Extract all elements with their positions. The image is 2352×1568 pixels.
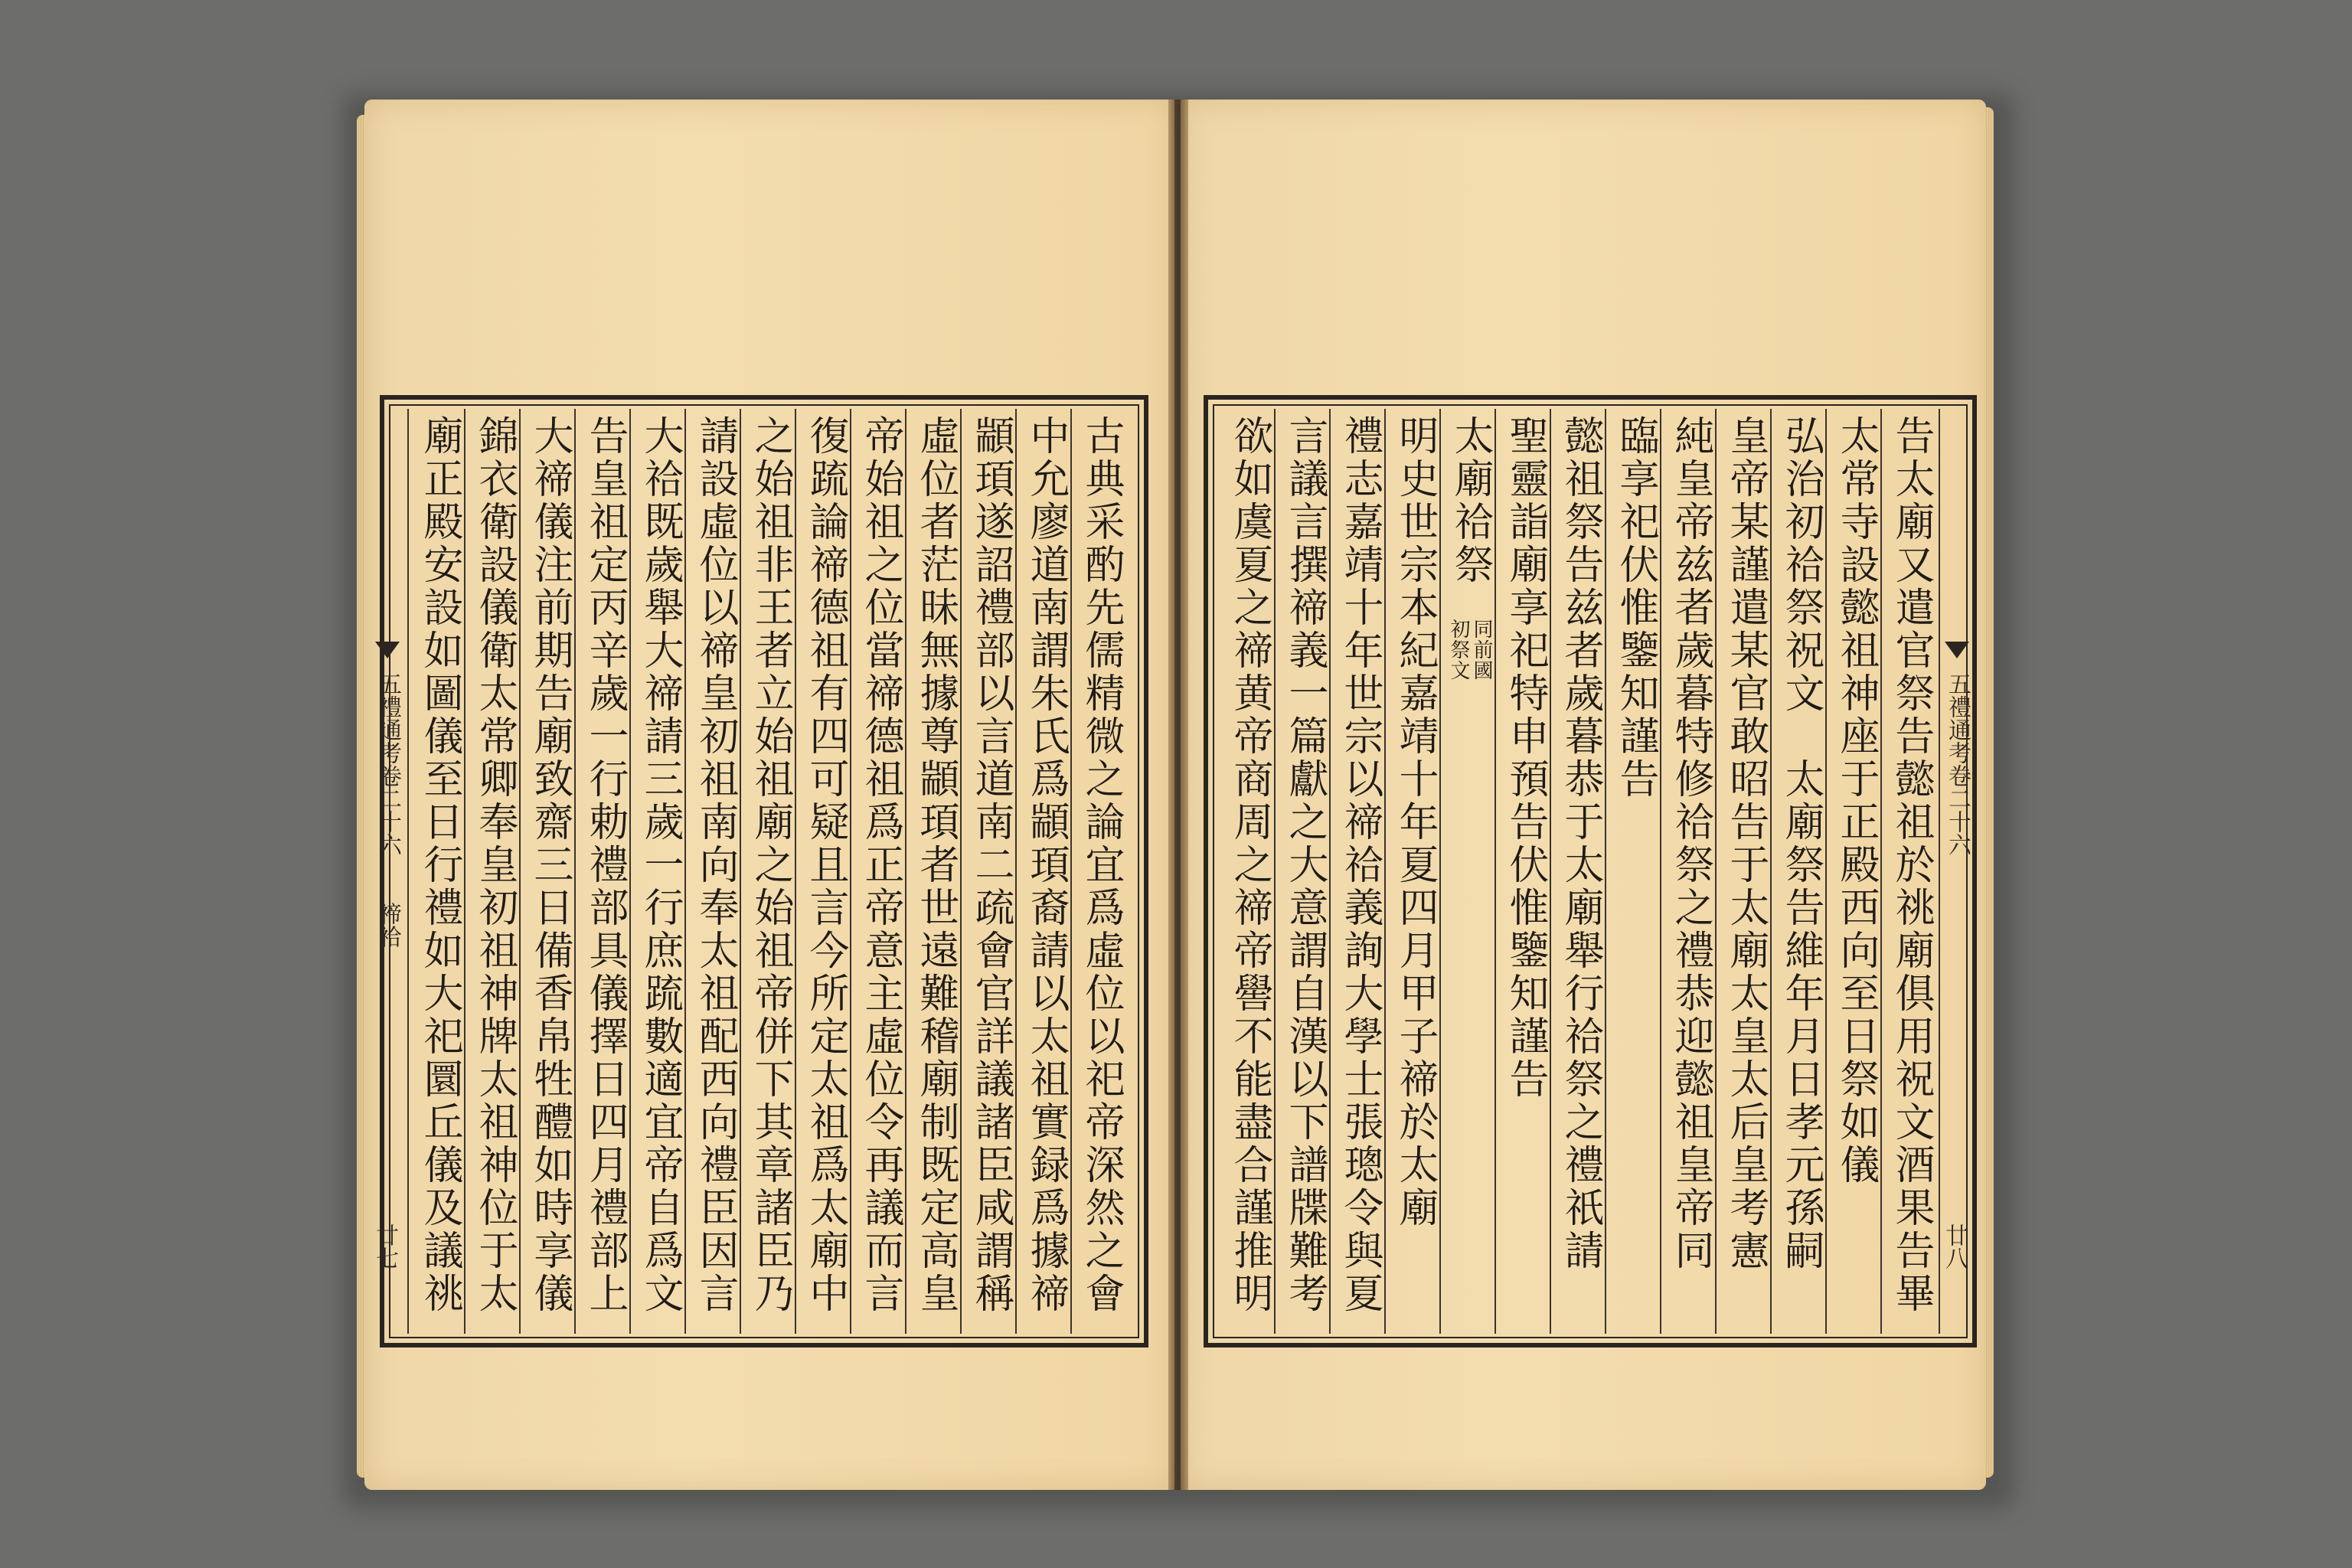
right-column-2: 太常寺設懿祖神座于正殿西向至日祭如儀: [1833, 415, 1879, 1187]
left-column-13: 廟正殿安設如圖儀至日行禮如大祀圜丘儀及議祧: [416, 415, 462, 1315]
fish-tail-mark: [1945, 642, 1969, 658]
column-rule: [574, 409, 576, 1334]
margin-title: 五禮通考卷二十六: [1944, 672, 1971, 856]
column-rule: [795, 409, 796, 1334]
right-column-9-note-a: 同前國: [1470, 619, 1493, 681]
column-rule: [1550, 409, 1551, 1334]
column-rule: [1274, 409, 1276, 1334]
left-column-11: 大禘儀注前期告廟致齋三日備香帛牲醴如時享儀: [527, 415, 573, 1315]
column-rule: [1880, 409, 1882, 1334]
left-column-1: 古典采酌先儒精微之論宜爲虛位以祀帝深然之會: [1078, 415, 1124, 1315]
right-column-9-note-b: 初祭文: [1447, 619, 1470, 681]
column-rule: [1660, 409, 1661, 1334]
column-rule: [407, 409, 409, 1334]
column-rule: [1605, 409, 1606, 1334]
left-column-8: 請設虛位以禘皇初祖南向奉太祖配西向禮臣因言: [692, 415, 738, 1315]
right-column-10: 明史世宗本紀嘉靖十年夏四月甲子禘於太廟: [1392, 415, 1438, 1230]
right-column-1: 告太廟又遣官祭告懿祖於祧廟俱用祝文酒果告畢: [1888, 415, 1934, 1315]
column-rule: [519, 409, 521, 1334]
column-rule: [1384, 409, 1386, 1334]
column-rule: [850, 409, 851, 1334]
column-rule: [1329, 409, 1331, 1334]
left-margin-label: [372, 412, 403, 1340]
column-rule: [629, 409, 631, 1334]
right-column-13: 欲如虞夏之禘黄帝商周之禘帝嚳不能盡合謹推明: [1227, 415, 1272, 1315]
right-column-4: 皇帝某謹遣某官敢昭告于太廟太皇太后皇考憲: [1723, 415, 1769, 1272]
left-text-frame: [371, 395, 1148, 1348]
left-column-6: 復䟽論禘德祖有四可疑且言今所定太祖爲太廟中: [802, 415, 848, 1315]
column-rule: [1939, 409, 1940, 1334]
left-column-12: 錦衣衛設儀衛太常卿奉皇初祖神牌太祖神位于太: [472, 415, 518, 1315]
column-rule: [684, 409, 686, 1334]
column-rule: [1715, 409, 1717, 1334]
right-column-7: 懿祖祭告兹者歲暮恭于太廟舉行祫祭之禮祇請: [1557, 415, 1603, 1272]
right-column-3: 弘治初祫祭祝文 太廟祭告維年月日孝元孫嗣: [1778, 415, 1824, 1272]
page-number: 廿八: [1941, 1223, 1968, 1269]
column-rule: [1825, 409, 1827, 1334]
left-column-7: 之始祖非王者立始祖廟之始祖帝併下其章諸臣乃: [747, 415, 793, 1315]
left-column-10: 告皇祖定丙辛歲一行勅禮部具儀擇日四月禮部上: [582, 415, 628, 1315]
left-column-9: 大祫既歲舉大禘請三歲一行庶䟽數適宜帝自爲文: [637, 415, 683, 1315]
left-column-2: 中允廖道南謂朱氏爲顓頊裔請以太祖實録爲據禘: [1023, 415, 1069, 1315]
column-rule: [1494, 409, 1496, 1334]
left-column-3: 顓頊遂詔禮部以言道南二疏會官詳議諸臣咸謂稱: [968, 415, 1014, 1315]
right-text-frame: [1204, 395, 1977, 1348]
column-rule: [740, 409, 741, 1334]
right-margin-label: [1942, 412, 1972, 1340]
page-number: 廿七: [371, 1223, 398, 1269]
fish-tail-mark: [375, 642, 400, 658]
right-column-6: 臨享祀伏惟鑒知謹告: [1612, 415, 1658, 801]
right-column-8: 聖靈詣廟享祀特申預告伏惟鑒知謹告: [1502, 415, 1548, 1101]
right-column-11: 禮志嘉靖十年世宗以禘祫義詢大學士張璁令與夏: [1337, 415, 1383, 1315]
book-gutter: [1168, 100, 1188, 1490]
column-rule: [1439, 409, 1441, 1334]
left-column-5: 帝始祖之位當禘德祖爲正帝意主虛位令再議而言: [858, 415, 903, 1315]
margin-section: 禘祫: [374, 902, 401, 948]
column-rule: [960, 409, 962, 1334]
column-rule: [1070, 409, 1072, 1334]
column-rule: [464, 409, 466, 1334]
right-column-12: 言議言撰禘義一篇獻之大意謂自漢以下譜牒難考: [1282, 415, 1328, 1315]
margin-title: 五禮通考卷二十六: [374, 672, 401, 856]
left-column-4: 虛位者茫昧無據尊顓頊者世遠難稽廟制既定高皇: [913, 415, 959, 1315]
right-column-5: 純皇帝兹者歲暮特修祫祭之禮恭迎懿祖皇帝同: [1668, 415, 1713, 1272]
column-rule: [1015, 409, 1017, 1334]
column-rule: [1770, 409, 1772, 1334]
column-rule: [905, 409, 906, 1334]
right-column-9-heading: 太廟祫祭: [1447, 415, 1493, 586]
